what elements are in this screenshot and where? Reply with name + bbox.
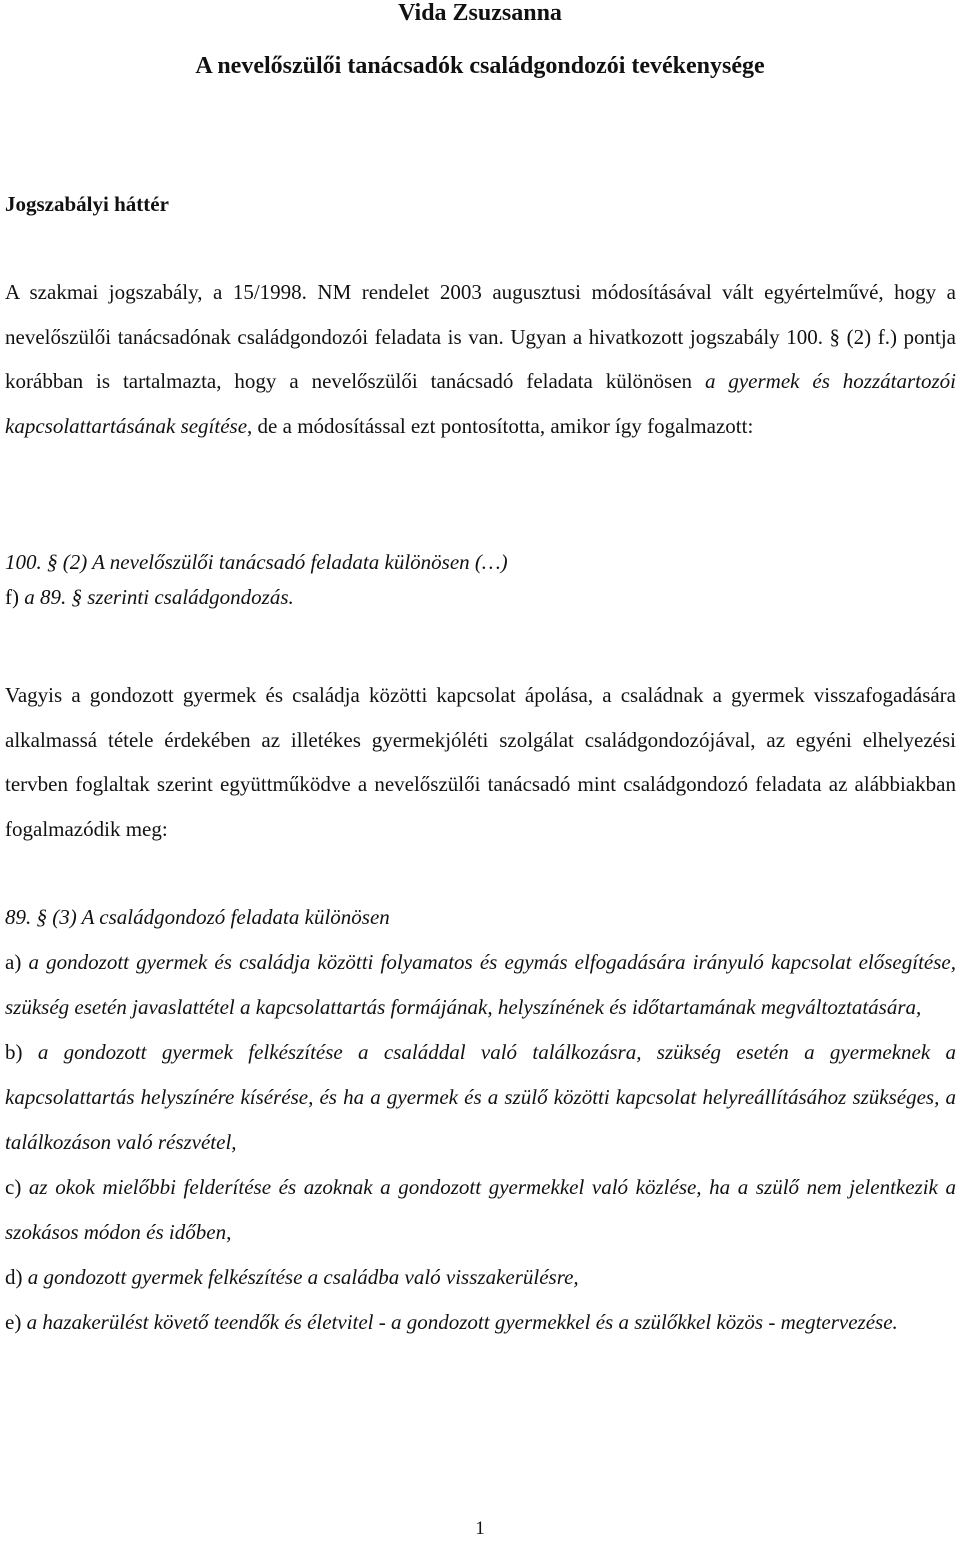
page-number: 1 bbox=[475, 1518, 485, 1539]
list-item-label: c) bbox=[5, 1175, 29, 1199]
citation-100-f-text: a 89. § szerinti családgondozás. bbox=[24, 585, 294, 609]
citation-100-f bbox=[5, 580, 294, 615]
list-item-text: a gondozott gyermek és családja közötti folyamatos és egymás elfogadására irányuló kapcsolat elősegítése, szükség esetén javaslattétel a kapcsolattartás formájának, helyszínének és időtartamának megváltoztatására, bbox=[5, 950, 956, 1019]
list-item bbox=[5, 1255, 956, 1300]
document-title: A nevelőszülői tanácsadók családgondozói tevékenysége bbox=[195, 53, 765, 79]
list-item-text: a gondozott gyermek felkészítése a családba való visszakerülésre, bbox=[27, 1265, 579, 1289]
citation-100 bbox=[5, 545, 508, 580]
citation-100-line1: 100. § (2) A nevelőszülői tanácsadó feladata különösen (…) bbox=[5, 550, 508, 574]
section-heading: Jogszabályi háttér bbox=[5, 192, 169, 216]
duty-list bbox=[5, 940, 956, 1345]
list-item bbox=[5, 1165, 956, 1255]
citation-89-text: 89. § (3) A családgondozó feladata különösen bbox=[5, 905, 390, 929]
list-item-text: a hazakerülést követő teendők és életvitel - a gondozott gyermekkel és a szülőkkel közös - megtervezése. bbox=[26, 1310, 898, 1334]
intro-text-1: A szakmai jogszabály, a 15/1998. NM rendelet 2003 augusztusi módosításával vált egyértelművé, hogy a nevelőszülői tanácsadónak családgondozói feladata is van. Ugyan a hivatkozott jogszabály 100. § (2) f.) pontja korábban is tartalmazta, hogy a nevelőszülői tanácsadó feladata különösen bbox=[5, 280, 956, 393]
list-item bbox=[5, 1300, 956, 1345]
list-item-text: az okok mielőbbi felderítése és azoknak a gondozott gyermekkel való közlése, ha a szülő nem jelentkezik a szokásos módon és időben, bbox=[5, 1175, 956, 1244]
intro-paragraph bbox=[5, 270, 956, 448]
intro-text-2: , de a módosítással ezt pontosította, amikor így fogalmazott: bbox=[247, 413, 754, 438]
citation-100-f-label: f) bbox=[5, 585, 25, 609]
list-item-label: d) bbox=[5, 1265, 28, 1289]
list-item-label: b) bbox=[5, 1040, 38, 1064]
intro-italic: a gyermek és hozzátartozói kapcsolattartásának segítése bbox=[5, 369, 956, 438]
list-item bbox=[5, 940, 956, 1030]
list-item-label: e) bbox=[5, 1310, 27, 1334]
list-item-text: a gondozott gyermek felkészítése a családdal való találkozásra, szükség esetén a gyermeknek a kapcsolattartás helyszínére kísérése, és ha a gyermek és a szülő közötti kapcsolat helyreállításához szükséges, a találkozáson való részvétel, bbox=[5, 1040, 956, 1154]
list-item bbox=[5, 1030, 956, 1165]
list-item-label: a) bbox=[5, 950, 29, 974]
citation-89 bbox=[5, 900, 390, 935]
author-name: Vida Zsuzsanna bbox=[398, 0, 562, 26]
body-paragraph: Vagyis a gondozott gyermek és családja közötti kapcsolat ápolása, a családnak a gyermek visszafogadására alkalmassá tétele érdekében az illetékes gyermekjóléti szolgálat családgondozójával, az egyéni elhelyezési tervben foglaltak szerint együttműködve a nevelőszülői tanácsadó mint családgondozó feladata az alábbiakban fogalmazódik meg: bbox=[5, 683, 956, 841]
